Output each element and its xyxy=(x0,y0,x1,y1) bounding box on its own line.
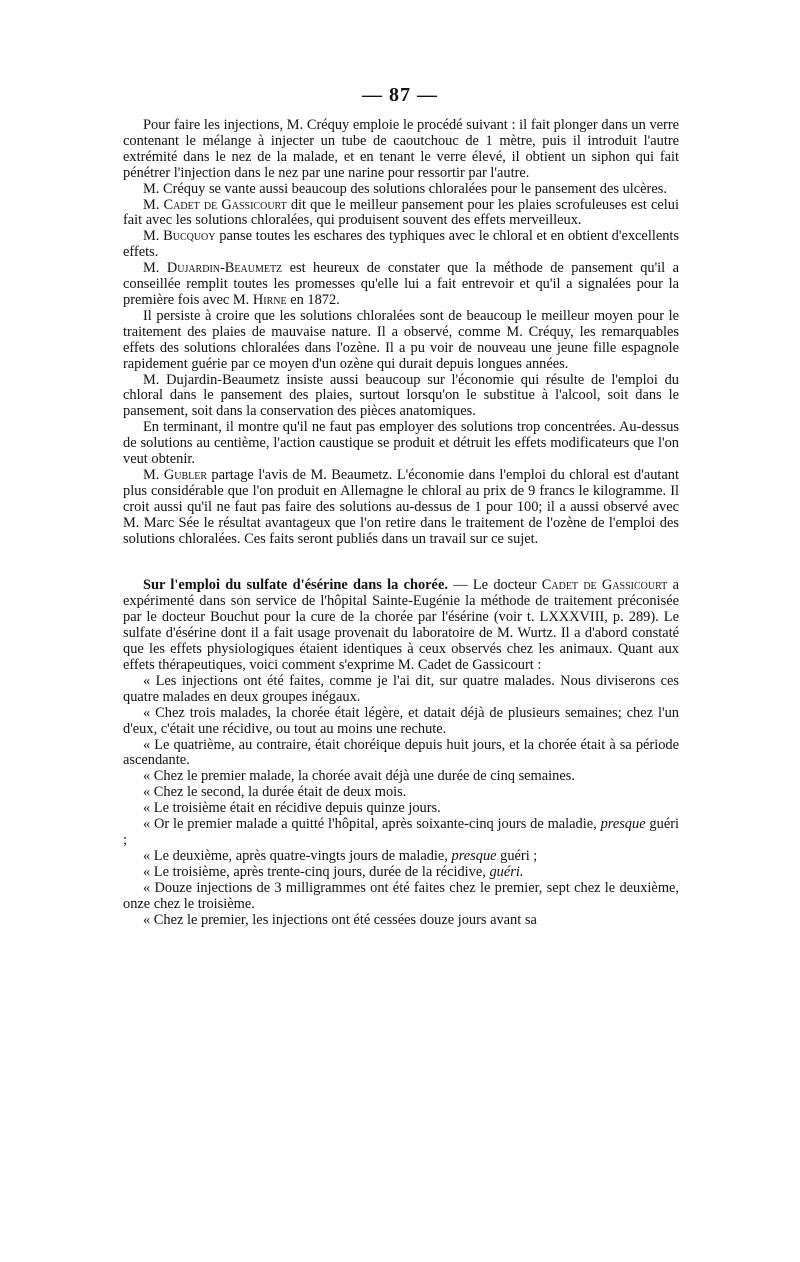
quote-text: guéri ; xyxy=(123,816,679,848)
speaker-name: M. Cadet de Gassicourt xyxy=(143,196,287,213)
paragraph-text: panse toutes les eschares des typhiques avec le chloral et en obtient d'excellents effets. xyxy=(123,228,680,261)
quote-text: guéri ; xyxy=(496,847,538,864)
speaker-name: M. Bucquoy xyxy=(143,228,216,245)
quote-10: « Douze injections de 3 milligrammes ont été faites chez le premier, sept chez le deuxième, onze chez le troisième. xyxy=(123,879,679,912)
paragraph-4 xyxy=(123,229,679,261)
quote-text: « Le deuxième, après quatre-vingts jours de maladie, xyxy=(143,847,452,864)
quote-2: « Chez trois malades, la chorée était légère, et datait déjà de plusieurs semaines; chez l'un d'eux, c'était une récidive, ou tout au moins une rechute. xyxy=(123,704,679,737)
quote-text: « Le troisième, après trente-cinq jours, durée de la récidive, xyxy=(143,863,490,880)
quote-3: « Le quatrième, au contraire, était choréique depuis huit jours, et la chorée était à sa période ascendante. xyxy=(123,736,679,769)
section-heading: Sur l'emploi du sulfate d'ésérine dans la chorée. xyxy=(143,577,448,594)
quote-6: « Le troisième était en récidive depuis quinze jours. xyxy=(143,800,441,817)
section-intro xyxy=(123,578,679,673)
quote-11: « Chez le premier, les injections ont été cessées douze jours avant sa xyxy=(143,911,537,928)
paragraph-text: partage l'avis de M. Beaumetz. L'économie dans l'emploi du chloral est d'autant plus considérable que l'on produit en Allemagne le chloral au prix de 9 francs le kilogramme. Il croit aussi qu'il ne faut pas faire des solutions au-dessus de 1 pour 100; il a aussi observé avec M. Marc Sée le résultat avantageux que l'on retire dans le traitement de l'ozène de l'emploi des solutions chloralées. Ces faits seront publiés dans un travail sur ce sujet. xyxy=(123,466,679,547)
speaker-name: M. Dujardin-Beaumetz xyxy=(143,260,283,277)
paragraph-3 xyxy=(123,198,679,230)
quote-text: « Or le premier malade a quitté l'hôpital, après soixante-cinq jours de maladie, xyxy=(143,816,601,833)
quote-5: « Chez le second, la durée était de deux mois. xyxy=(143,784,407,801)
paragraph-9 xyxy=(123,468,679,548)
quote-1: « Les injections ont été faites, comme je l'ai dit, sur quatre malades. Nous diviserons ces quatre malades en deux groupes inégaux. xyxy=(123,672,679,705)
quote-8 xyxy=(123,849,679,865)
quote-4: « Chez le premier malade, la chorée avait déjà une durée de cinq semaines. xyxy=(143,768,575,785)
paragraph-text: dit que le meilleur pansement pour les plaies scrofuleuses est celui fait avec les solutions chloralées, qui produisent souvent des effets merveilleux. xyxy=(123,196,679,229)
paragraph-7: M. Dujardin-Beaumetz insiste aussi beaucoup sur l'économie qui résulte de l'emploi du chloral dans le pansement des plaies, surtout lorsqu'on le substitue à l'alcool, soit dans le pansement, soit dans la conservation des pièces anatomiques. xyxy=(123,371,679,420)
cited-name: Hirne xyxy=(252,291,287,308)
emphasis: presque xyxy=(600,816,646,833)
emphasis: presque xyxy=(451,847,497,864)
paragraph-8: En terminant, il montre qu'il ne faut pas employer des solutions trop concentrées. Au-dessus de solutions au centième, l'action caustique se produit et détruit les effets modificateurs que l'on veut obtenir. xyxy=(123,419,679,468)
quote-7 xyxy=(123,817,679,849)
paragraph-6: Il persiste à croire que les solutions chloralées sont de beaucoup le meilleur moyen pour le traitement des plaies de mauvaise nature. Il a observé, comme M. Créquy, les remarquables effets des solutions chloralées dans l'ozène. Il a pu voir de nouveau une jeune fille espagnole rapidement guérie par ce moyen d'un ozène qui durait depuis longues années. xyxy=(123,307,679,372)
paragraph-text: en 1872. xyxy=(286,291,340,308)
emphasis: guéri. xyxy=(489,863,524,880)
body-text xyxy=(123,118,679,928)
paragraph-2: M. Créquy se vante aussi beaucoup des solutions chloralées pour le pansement des ulcères. xyxy=(143,180,667,197)
paragraph-5 xyxy=(123,261,679,309)
quote-9 xyxy=(123,865,679,881)
paragraph-1: Pour faire les injections, M. Créquy emploie le procédé suivant : il fait plonger dans un verre contenant le mélange à injecter un tube de caoutchouc de 1 mètre, puis il introduit l'autre extrémité dans le nez de la malade, et en tenant le verre élevé, il obtient un siphon qui fait pénétrer l'injection dans le nez par une narine pour ressortir par l'autre. xyxy=(123,117,679,181)
paragraph-text: est heureux de constater que la méthode de pansement qu'il a conseillée remplit toutes les promesses qu'elle lui a fait entrevoir et qu'il a signalées pour la première fois avec M. xyxy=(123,260,680,308)
paragraph-text: — Le docteur xyxy=(447,577,542,594)
page-number: — 87 — xyxy=(362,84,438,106)
cited-name: Cadet de Gassicourt xyxy=(541,577,668,594)
speaker-name: M. Gubler xyxy=(143,466,207,483)
paragraph-text: a expérimenté dans son service de l'hôpital Sainte-Eugénie la méthode de traitement préconisée par le docteur Bouchut pour la cure de la chorée par l'ésérine (voir t. LXXXVIII, p. 289). Le sulfate d'ésérine dont il a fait usage provenait du laboratoire de M. Wurtz. Il a d'abord constaté que les effets physiologiques étaient identiques à ceux observés chez les animaux. Quant aux effets thérapeutiques, voici comment s'exprime M. Cadet de Gassicourt : xyxy=(123,577,679,673)
section-gap xyxy=(123,547,679,578)
